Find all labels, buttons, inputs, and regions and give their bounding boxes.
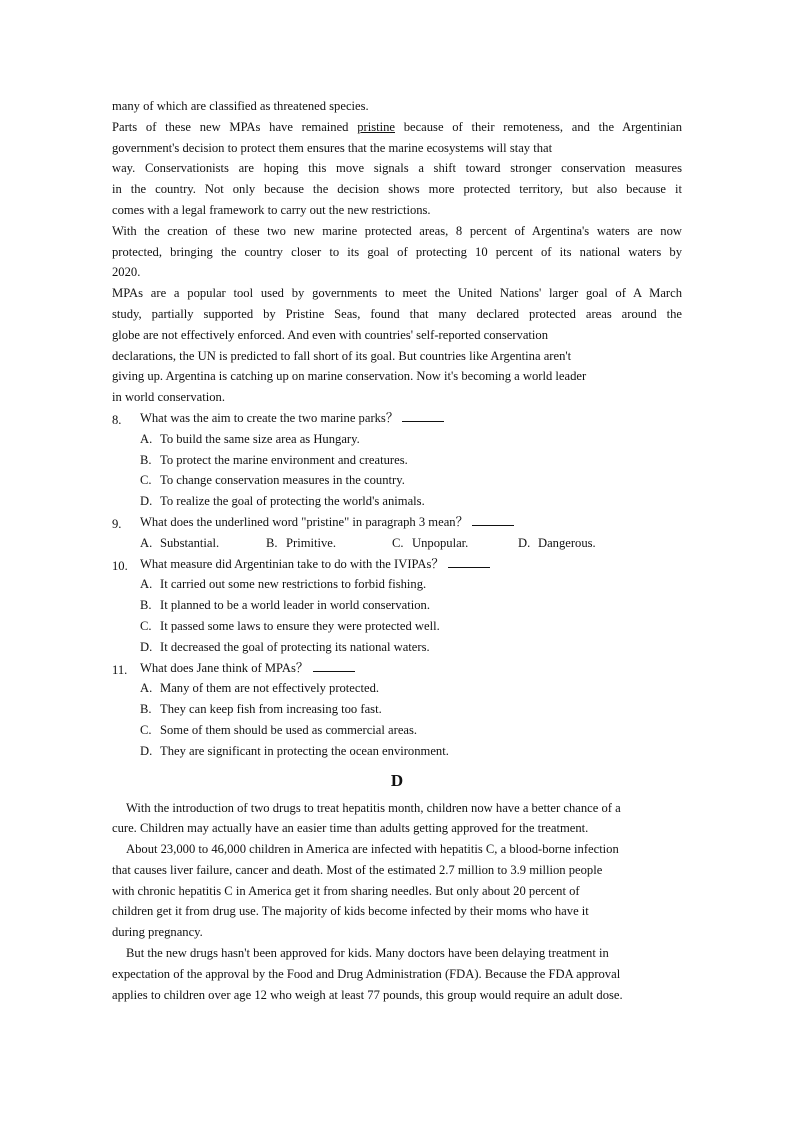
- passage-line: that causes liver failure, cancer and death. Most of the estimated 2.7 million to 3.9 million people: [112, 862, 603, 877]
- option-d[interactable]: [518, 533, 596, 554]
- answer-blank[interactable]: [402, 409, 444, 422]
- passage-line: globe are not effectively enforced. And even with countries' self-reported conservation: [112, 327, 549, 342]
- option-text: To build the same size area as Hungary.: [160, 431, 360, 446]
- answer-blank[interactable]: [472, 513, 514, 526]
- passage-line: during pregnancy.: [112, 925, 203, 940]
- passage-line: comes with a legal framework to carry out the new restrictions.: [112, 202, 431, 217]
- passage-line: protected, bringing the country closer to its goal of protecting 10 percent of its national waters by: [112, 244, 682, 259]
- section-heading: D: [390, 770, 404, 790]
- passage-line: declarations, the UN is predicted to fall short of its goal. But countries like Argentina aren't: [112, 348, 572, 363]
- option-label: A.: [140, 535, 153, 550]
- options-row: [112, 533, 682, 554]
- passage-line: way. Conservationists are hoping this move signals a shift toward stronger conservation measures: [112, 161, 682, 176]
- option-b[interactable]: [266, 533, 392, 554]
- option-d[interactable]: [112, 637, 682, 658]
- underlined-word: pristine: [357, 119, 395, 134]
- question-11: [112, 658, 682, 762]
- option-label: D.: [140, 494, 153, 509]
- question-number: 10.: [112, 558, 128, 573]
- passage-line: applies to children over age 12 who weigh at least 77 pounds, this group would require an adult dose.: [112, 987, 623, 1002]
- option-c[interactable]: [112, 470, 682, 491]
- option-a[interactable]: [112, 429, 682, 450]
- option-text: Dangerous.: [538, 535, 596, 550]
- option-label: C.: [392, 535, 404, 550]
- option-label: A.: [140, 681, 153, 696]
- passage-line: children get it from drug use. The majority of kids become infected by their moms who have it: [112, 904, 589, 919]
- passage-d: [112, 798, 682, 1006]
- passage-line: expectation of the approval by the Food and Drug Administration (FDA). Because the FDA approval: [112, 966, 621, 981]
- option-text: It passed some laws to ensure they were protected well.: [160, 618, 440, 633]
- question-stem: [112, 554, 682, 575]
- passage-line: 2020.: [112, 265, 141, 280]
- option-d[interactable]: [112, 741, 682, 762]
- question-number: 8.: [112, 412, 122, 427]
- question-number: 9.: [112, 516, 122, 531]
- option-label: C.: [140, 473, 152, 488]
- passage-line: cure. Children may actually have an easier time than adults getting approved for the treatment.: [112, 821, 589, 836]
- option-text: It planned to be a world leader in world conservation.: [160, 598, 430, 613]
- option-text: Unpopular.: [412, 535, 469, 550]
- passage-line: many of which are classified as threatened species.: [112, 99, 369, 113]
- option-label: B.: [140, 452, 152, 467]
- option-label: B.: [140, 598, 152, 613]
- option-d[interactable]: [112, 491, 682, 512]
- question-stem: [112, 512, 682, 533]
- passage-c: [112, 96, 682, 408]
- option-text: Substantial.: [160, 535, 220, 550]
- question-text: What was the aim to create the two marine parks？: [140, 410, 399, 425]
- option-label: B.: [140, 702, 152, 717]
- passage-line: in the country. Not only because the decision shows more protected territory, but also because it: [112, 182, 682, 197]
- passage-line: giving up. Argentina is catching up on marine conservation. Now it's becoming a world leader: [112, 369, 587, 384]
- option-label: B.: [266, 535, 278, 550]
- option-text: It decreased the goal of protecting its national waters.: [160, 639, 430, 654]
- option-label: A.: [140, 431, 153, 446]
- question-stem: [112, 408, 682, 429]
- option-c[interactable]: [112, 720, 682, 741]
- passage-line: But the new drugs hasn't been approved for kids. Many doctors have been delaying treatment in: [126, 946, 609, 961]
- passage-text: because of their remoteness, and the Argentinian: [394, 119, 682, 134]
- passage-line: MPAs are a popular tool used by governments to meet the United Nations' larger goal of A March: [112, 286, 682, 301]
- option-label: C.: [140, 618, 152, 633]
- question-text: What measure did Argentinian take to do with the IVIPAs？: [140, 556, 444, 571]
- option-b[interactable]: [112, 450, 682, 471]
- option-a[interactable]: [112, 574, 682, 595]
- option-a[interactable]: [140, 533, 266, 554]
- answer-blank[interactable]: [313, 659, 355, 672]
- option-c[interactable]: [392, 533, 518, 554]
- option-text: To protect the marine environment and creatures.: [160, 452, 408, 467]
- passage-line: About 23,000 to 46,000 children in America are infected with hepatitis C, a blood-borne infection: [126, 842, 619, 857]
- question-stem: [112, 658, 682, 679]
- question-number: 11.: [112, 662, 128, 677]
- question-8: [112, 408, 682, 512]
- passage-text: Parts of these new MPAs have remained: [112, 119, 358, 134]
- option-label: D.: [140, 639, 153, 654]
- option-b[interactable]: [112, 699, 682, 720]
- option-text: They can keep fish from increasing too fast.: [160, 702, 382, 717]
- answer-blank[interactable]: [448, 555, 490, 568]
- option-label: D.: [140, 743, 153, 758]
- question-text: What does the underlined word "pristine" in paragraph 3 mean？: [140, 514, 469, 529]
- option-a[interactable]: [112, 678, 682, 699]
- passage-line: With the introduction of two drugs to treat hepatitis month, children now have a better chance of a: [126, 800, 621, 815]
- question-text: What does Jane think of MPAs？: [140, 660, 309, 675]
- document-page: [112, 96, 682, 1005]
- passage-line: With the creation of these two new marine protected areas, 8 percent of Argentina's waters are now: [112, 223, 682, 238]
- passage-line: study, partially supported by Pristine Seas, found that many declared protected areas around the: [112, 306, 682, 321]
- option-label: D.: [518, 535, 531, 550]
- option-b[interactable]: [112, 595, 682, 616]
- passage-line: [112, 117, 682, 138]
- question-10: [112, 554, 682, 658]
- option-text: To realize the goal of protecting the world's animals.: [160, 494, 425, 509]
- option-text: It carried out some new restrictions to forbid fishing.: [160, 577, 427, 592]
- option-c[interactable]: [112, 616, 682, 637]
- option-text: Primitive.: [286, 535, 337, 550]
- option-text: Many of them are not effectively protected.: [160, 681, 380, 696]
- option-text: They are significant in protecting the ocean environment.: [160, 743, 449, 758]
- option-label: A.: [140, 577, 153, 592]
- passage-line: in world conservation.: [112, 390, 225, 405]
- option-label: C.: [140, 722, 152, 737]
- passage-line: government's decision to protect them ensures that the marine ecosystems will stay that: [112, 140, 553, 155]
- option-text: To change conservation measures in the country.: [160, 473, 405, 488]
- question-9: [112, 512, 682, 554]
- option-text: Some of them should be used as commercial areas.: [160, 722, 418, 737]
- passage-line: with chronic hepatitis C in America get it from sharing needles. But only about 20 percent of: [112, 883, 580, 898]
